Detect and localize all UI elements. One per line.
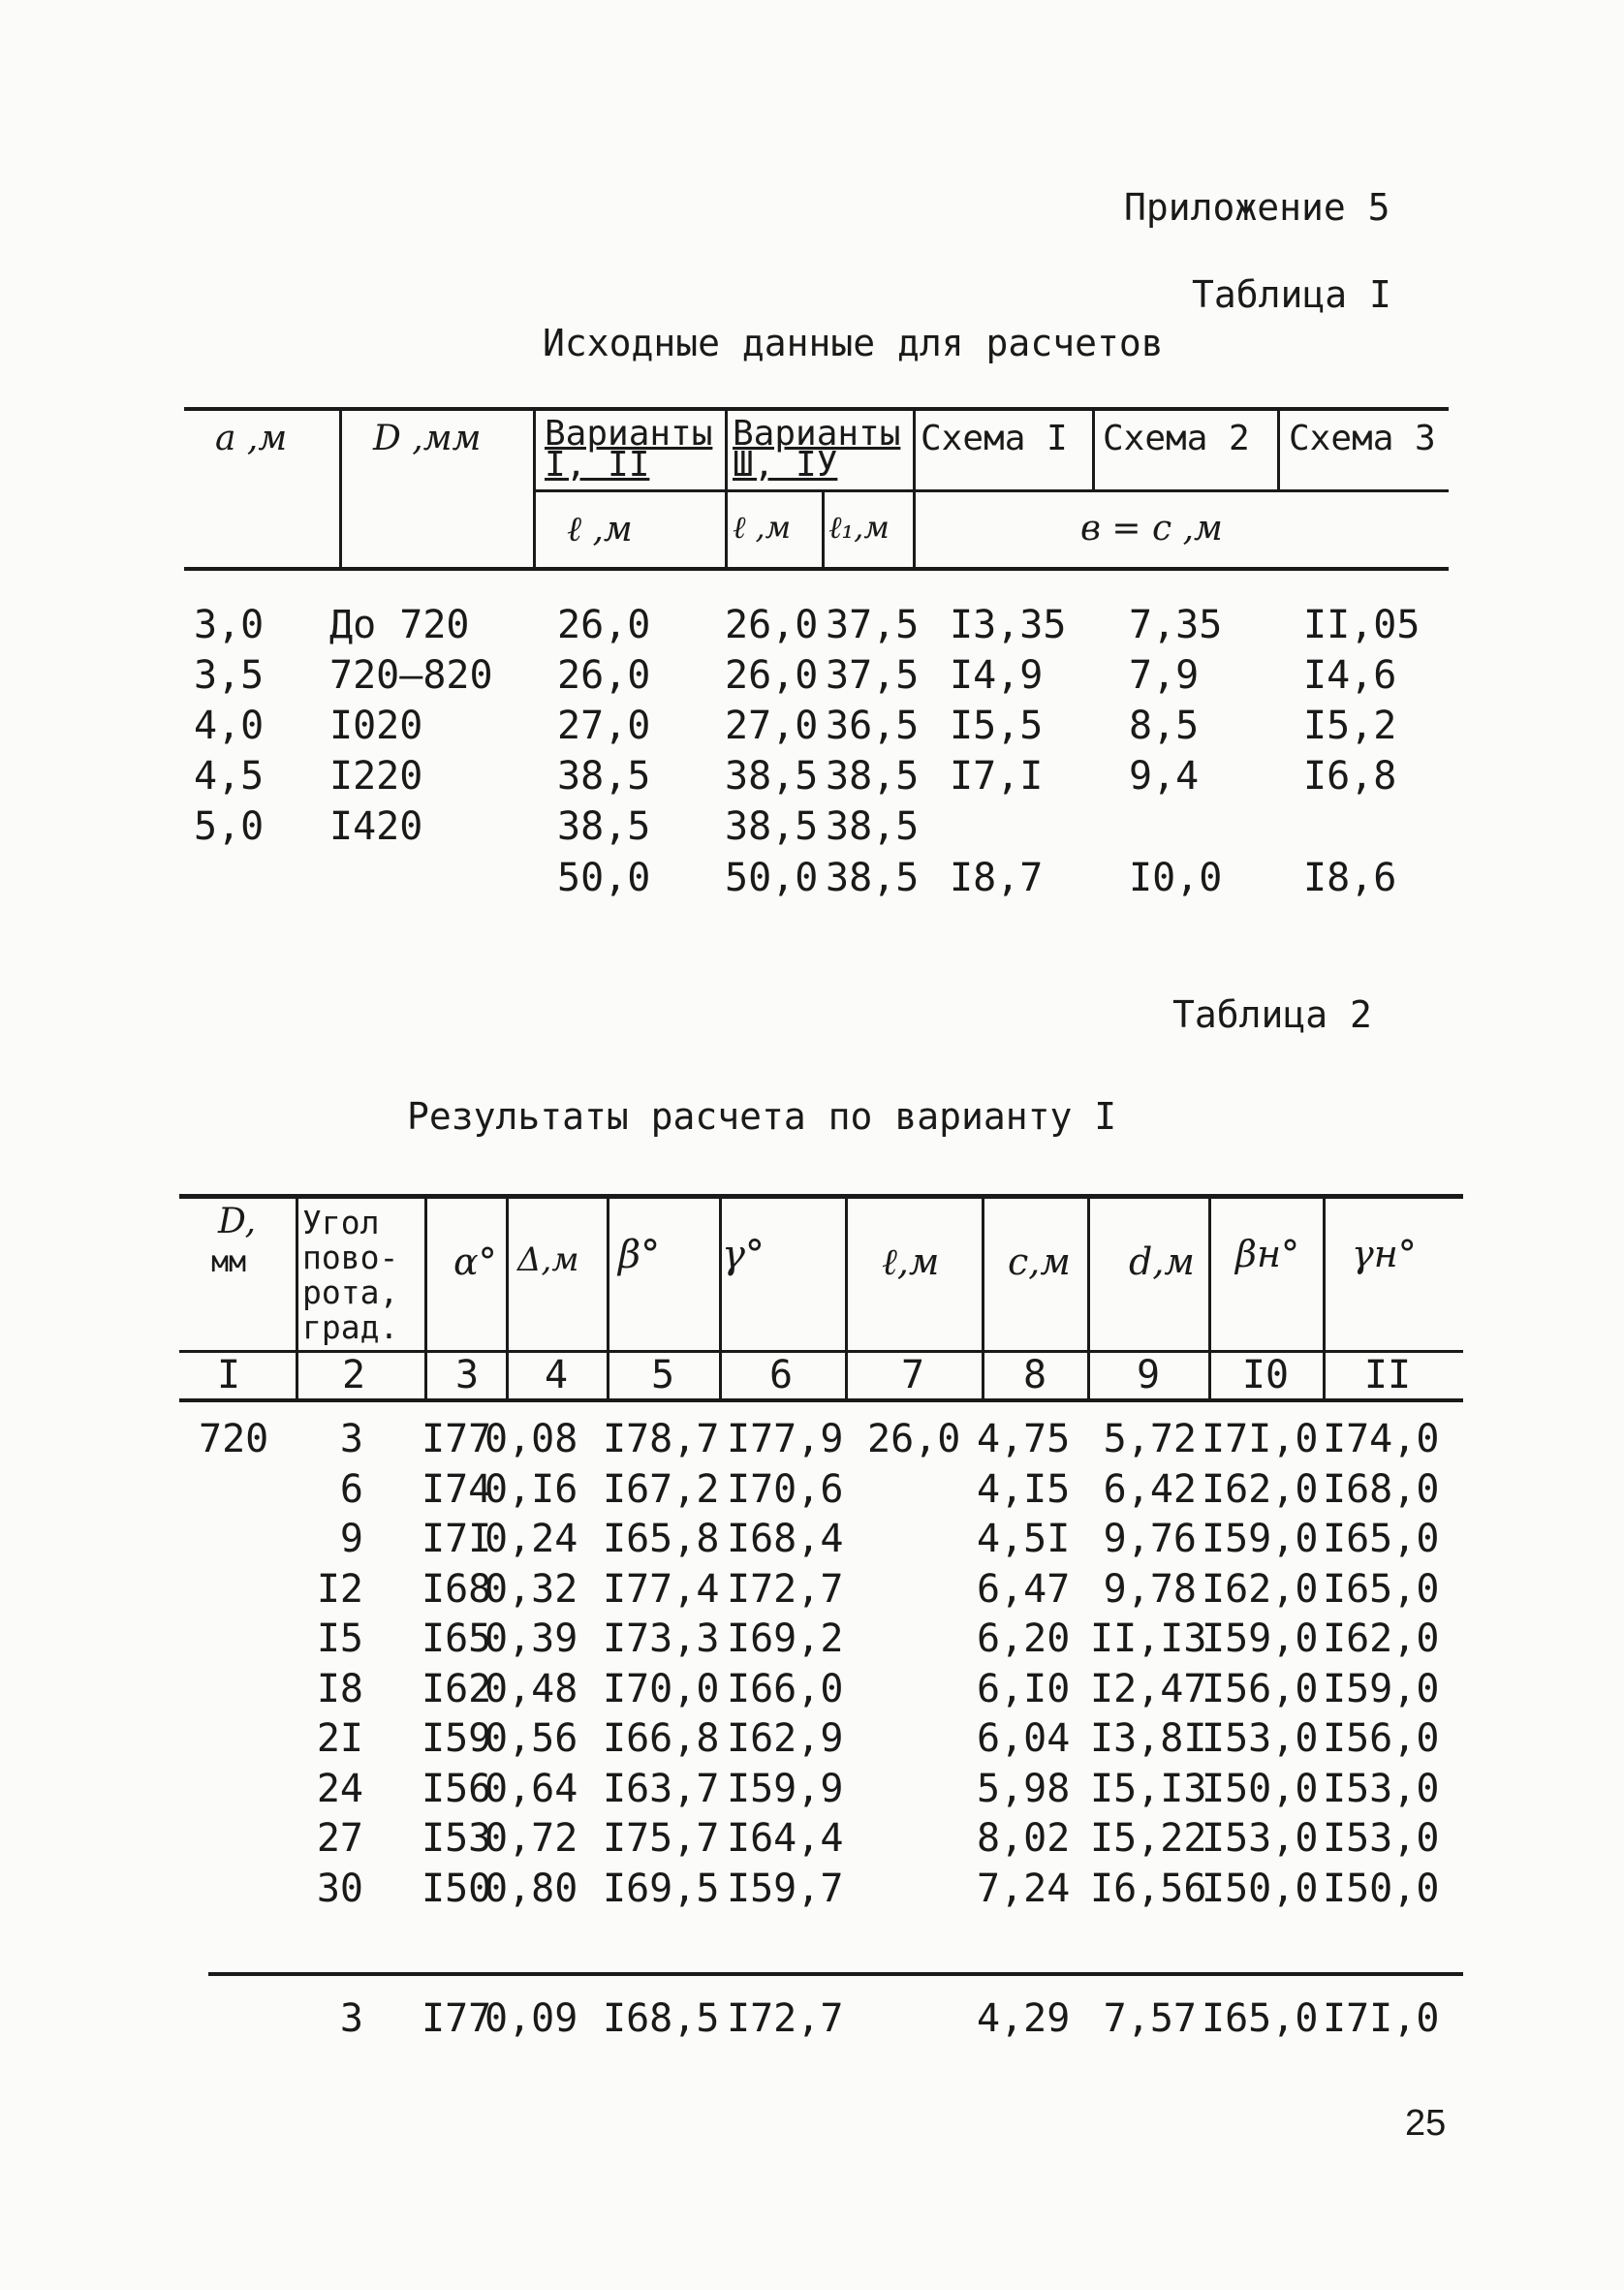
t1-cell-s3: II,05 xyxy=(1303,603,1421,647)
t2-col-number: 4 xyxy=(544,1353,569,1397)
t1-header-scheme1: Схема I xyxy=(921,419,1068,458)
t2-cell: 4,75 xyxy=(977,1417,1071,1461)
t1-header-bc: в = с ,м xyxy=(1080,509,1223,549)
t1-cell-d: I220 xyxy=(329,754,423,799)
t2-summary-cell: 4,29 xyxy=(977,1996,1071,2041)
t1-cell-l12: 27,0 xyxy=(557,704,651,748)
t2-cell: 0,48 xyxy=(484,1667,578,1711)
t2-col-number: 5 xyxy=(650,1353,675,1397)
t2-cell: 7,24 xyxy=(977,1867,1071,1911)
t2-header-dd: d,м xyxy=(1129,1240,1195,1283)
t2-cell: 0,56 xyxy=(484,1716,578,1761)
t2-cell: I77,9 xyxy=(727,1417,844,1461)
t2-cell: I62 xyxy=(422,1667,492,1711)
t1-header-scheme3: Схема 3 xyxy=(1289,419,1436,458)
t1-cell-s1: I3,35 xyxy=(950,603,1067,647)
t2-cell: I6,56 xyxy=(1090,1867,1207,1911)
t1-cell-l1: 38,5 xyxy=(826,856,920,900)
t2-cell: I53,0 xyxy=(1323,1816,1440,1861)
t2-cell: I59,7 xyxy=(727,1867,844,1911)
t2-col-number: 3 xyxy=(454,1353,480,1397)
t1-header-l3: ℓ₁,м xyxy=(828,509,890,546)
t2-cell: I59,0 xyxy=(1202,1616,1319,1661)
t2-header-d: D, xyxy=(218,1202,257,1241)
t1-cell-a: 3,0 xyxy=(194,603,265,647)
t2-cell: I68,0 xyxy=(1323,1467,1440,1512)
t2-cell: 9,78 xyxy=(1103,1567,1197,1612)
t2-cell: 9,76 xyxy=(1103,1517,1197,1561)
t1-cell-s1: I8,7 xyxy=(950,856,1044,900)
t2-cell: 6,04 xyxy=(977,1716,1071,1761)
t2-cell: 27 xyxy=(316,1816,363,1861)
t1-cell-s1: I5,5 xyxy=(950,704,1044,748)
t2-cell: 0,39 xyxy=(484,1616,578,1661)
t2-cell: I56 xyxy=(422,1767,492,1811)
t2-col-number: I0 xyxy=(1241,1353,1290,1397)
t2-cell: I62,9 xyxy=(727,1716,844,1761)
t1-cell-s3: I6,8 xyxy=(1303,754,1397,799)
t1-header-l1: ℓ ,м xyxy=(567,510,633,549)
t2-col-number: 9 xyxy=(1136,1353,1161,1397)
t2-cell: I53,0 xyxy=(1323,1767,1440,1811)
t2-summary-cell: I72,7 xyxy=(727,1996,844,2041)
t2-cell: I53 xyxy=(422,1816,492,1861)
t1-header-a: a ,м xyxy=(215,419,288,458)
t2-summary-cell: I77 xyxy=(422,1996,492,2041)
t2-summary-cell: I68,5 xyxy=(603,1996,720,2041)
t2-cell: 2I xyxy=(316,1716,363,1761)
t2-col-number: II xyxy=(1363,1353,1412,1397)
t2-cell: I53,0 xyxy=(1202,1816,1319,1861)
t2-summary-cell: 7,57 xyxy=(1103,1996,1197,2041)
t2-summary-cell: I65,0 xyxy=(1202,1996,1319,2041)
t2-cell: I2,47 xyxy=(1090,1667,1207,1711)
t2-cell: I62,0 xyxy=(1323,1616,1440,1661)
t2-cell: 0,72 xyxy=(484,1816,578,1861)
t2-cell: I69,5 xyxy=(603,1867,720,1911)
t2-col-number: 7 xyxy=(900,1353,925,1397)
t1-cell-s1: I7,I xyxy=(950,754,1044,799)
t2-cell: 9 xyxy=(339,1517,363,1561)
t2-header-alpha: α° xyxy=(453,1240,497,1283)
t2-cell: I59,9 xyxy=(727,1767,844,1811)
t2-header-beta: β° xyxy=(618,1233,661,1277)
t1-cell-a: 4,5 xyxy=(194,754,265,799)
t2-cell: I65,0 xyxy=(1323,1517,1440,1561)
table2-label: Таблица 2 xyxy=(1172,993,1372,1036)
t2-summary-cell: I7I,0 xyxy=(1323,1996,1440,2041)
t2-cell: 3 xyxy=(339,1417,363,1461)
t1-cell-l34: 50,0 xyxy=(725,856,819,900)
t2-cell: 0,24 xyxy=(484,1517,578,1561)
t2-cell: I66,0 xyxy=(727,1667,844,1711)
t2-cell: 6,42 xyxy=(1103,1467,1197,1512)
t1-cell-l1: 36,5 xyxy=(826,704,920,748)
t1-cell-a: 4,0 xyxy=(194,704,265,748)
t2-cell: 5,72 xyxy=(1103,1417,1197,1461)
t2-cell: I53,0 xyxy=(1202,1716,1319,1761)
t1-cell-l12: 26,0 xyxy=(557,653,651,698)
page-number: 25 xyxy=(1405,2103,1447,2144)
t2-cell: 26,0 xyxy=(867,1417,961,1461)
t2-cell: I62,0 xyxy=(1202,1467,1319,1512)
t2-cell: 0,08 xyxy=(484,1417,578,1461)
t2-cell: I68,4 xyxy=(727,1517,844,1561)
t2-cell: 4,I5 xyxy=(977,1467,1071,1512)
t1-cell-d: I020 xyxy=(329,704,423,748)
t1-cell-l12: 50,0 xyxy=(557,856,651,900)
t2-header-d-unit: мм xyxy=(211,1245,247,1279)
t1-cell-d: До 720 xyxy=(329,603,470,647)
t1-cell-s2: 8,5 xyxy=(1129,704,1200,748)
t1-header-variants-12: Варианты I, II xyxy=(545,414,713,485)
t2-cell: I74 xyxy=(422,1467,492,1512)
table2-title: Результаты расчета по варианту I xyxy=(407,1095,1117,1138)
t1-cell-l1: 37,5 xyxy=(826,653,920,698)
t2-cell: I64,4 xyxy=(727,1816,844,1861)
t2-cell: I70,6 xyxy=(727,1467,844,1512)
t2-cell: I73,3 xyxy=(603,1616,720,1661)
t2-cell: I56,0 xyxy=(1202,1667,1319,1711)
t1-header-d: D ,мм xyxy=(373,419,482,458)
t1-cell-s3: I5,2 xyxy=(1303,704,1397,748)
t2-cell: I77,4 xyxy=(603,1567,720,1612)
t1-cell-d: 720–820 xyxy=(329,653,493,698)
t2-cell: I78,7 xyxy=(603,1417,720,1461)
t2-cell: I59,0 xyxy=(1323,1667,1440,1711)
t2-cell: 6,20 xyxy=(977,1616,1071,1661)
t2-header-delta: Δ,м xyxy=(517,1240,579,1279)
t2-cell: I77 xyxy=(422,1417,492,1461)
t1-cell-l12: 26,0 xyxy=(557,603,651,647)
t2-cell: 24 xyxy=(316,1767,363,1811)
t2-cell: I65 xyxy=(422,1616,492,1661)
t2-cell: I67,2 xyxy=(603,1467,720,1512)
t1-cell-a: 3,5 xyxy=(194,653,265,698)
t2-cell: I50,0 xyxy=(1202,1867,1319,1911)
t2-cell: 30 xyxy=(316,1867,363,1911)
t2-header-gamma-n: γн° xyxy=(1352,1233,1417,1275)
t2-col-number: I xyxy=(216,1353,241,1397)
t2-cell: I69,2 xyxy=(727,1616,844,1661)
t1-cell-a: 5,0 xyxy=(194,804,265,849)
t1-cell-l1: 38,5 xyxy=(826,754,920,799)
appendix-label: Приложение 5 xyxy=(1124,186,1390,229)
t1-cell-l12: 38,5 xyxy=(557,754,651,799)
t1-cell-l34: 26,0 xyxy=(725,603,819,647)
t2-cell: I68 xyxy=(422,1567,492,1612)
t2-cell: I5,I3 xyxy=(1090,1767,1207,1811)
t1-cell-s3: I4,6 xyxy=(1303,653,1397,698)
t2-cell: I8 xyxy=(316,1667,363,1711)
t2-cell: I56,0 xyxy=(1323,1716,1440,1761)
t2-cell: I50,0 xyxy=(1202,1767,1319,1811)
table1-label: Таблица I xyxy=(1192,273,1391,316)
t2-cell: I59,0 xyxy=(1202,1517,1319,1561)
t2-cell: 5,98 xyxy=(977,1767,1071,1811)
t1-header-l2: ℓ ,м xyxy=(733,509,792,546)
t2-cell: 0,32 xyxy=(484,1567,578,1612)
t2-cell: II,I3 xyxy=(1090,1616,1207,1661)
t2-cell: I7I xyxy=(422,1517,492,1561)
t1-cell-s1: I4,9 xyxy=(950,653,1044,698)
t2-summary-cell: 3 xyxy=(339,1996,363,2041)
t1-cell-s3: I8,6 xyxy=(1303,856,1397,900)
t2-cell: 4,5I xyxy=(977,1517,1071,1561)
t1-cell-l1: 37,5 xyxy=(826,603,920,647)
t2-cell: 720 xyxy=(199,1417,269,1461)
t2-cell: 6,47 xyxy=(977,1567,1071,1612)
table1-title: Исходные данные для расчетов xyxy=(543,322,1164,364)
t2-summary-cell: 0,09 xyxy=(484,1996,578,2041)
t2-cell: 0,I6 xyxy=(484,1467,578,1512)
t1-cell-l34: 27,0 xyxy=(725,704,819,748)
t2-cell: 0,80 xyxy=(484,1867,578,1911)
t2-cell: I65,8 xyxy=(603,1517,720,1561)
t2-header-c: c,м xyxy=(1008,1240,1071,1283)
t2-col-number: 8 xyxy=(1022,1353,1047,1397)
t2-cell: I5,22 xyxy=(1090,1816,1207,1861)
t2-header-gamma: γ° xyxy=(722,1233,765,1277)
t2-cell: I72,7 xyxy=(727,1567,844,1612)
t1-cell-l34: 38,5 xyxy=(725,804,819,849)
t2-cell: I50 xyxy=(422,1867,492,1911)
t1-cell-s2: 7,9 xyxy=(1129,653,1200,698)
t1-cell-l1: 38,5 xyxy=(826,804,920,849)
t1-cell-l12: 38,5 xyxy=(557,804,651,849)
t2-cell: I65,0 xyxy=(1323,1567,1440,1612)
t2-cell: I5 xyxy=(316,1616,363,1661)
t2-cell: I7I,0 xyxy=(1202,1417,1319,1461)
t1-cell-d: I420 xyxy=(329,804,423,849)
t1-cell-l34: 38,5 xyxy=(725,754,819,799)
t2-header-angle: Угол пово- рота, град. xyxy=(302,1204,399,1346)
t2-cell: 6,I0 xyxy=(977,1667,1071,1711)
t2-col-number: 6 xyxy=(768,1353,794,1397)
t2-cell: I50,0 xyxy=(1323,1867,1440,1911)
t2-cell: I63,7 xyxy=(603,1767,720,1811)
t2-cell: I2 xyxy=(316,1567,363,1612)
t1-cell-s2: 9,4 xyxy=(1129,754,1200,799)
t2-cell: 0,64 xyxy=(484,1767,578,1811)
t1-cell-s2: I0,0 xyxy=(1129,856,1223,900)
t2-cell: I70,0 xyxy=(603,1667,720,1711)
t2-cell: 6 xyxy=(339,1467,363,1512)
t2-cell: I3,8I xyxy=(1090,1716,1207,1761)
t2-cell: I62,0 xyxy=(1202,1567,1319,1612)
t2-cell: I74,0 xyxy=(1323,1417,1440,1461)
t2-header-l: ℓ,м xyxy=(882,1240,940,1283)
t2-header-beta-n: βн° xyxy=(1235,1233,1299,1275)
t2-cell: I59 xyxy=(422,1716,492,1761)
t1-cell-s2: 7,35 xyxy=(1129,603,1223,647)
t2-cell: I75,7 xyxy=(603,1816,720,1861)
t2-col-number: 2 xyxy=(341,1353,366,1397)
t1-cell-l34: 26,0 xyxy=(725,653,819,698)
t1-header-scheme2: Схема 2 xyxy=(1103,419,1250,458)
t1-header-variants-34: Варианты Ш, IУ xyxy=(733,414,901,485)
t2-cell: I66,8 xyxy=(603,1716,720,1761)
t2-cell: 8,02 xyxy=(977,1816,1071,1861)
